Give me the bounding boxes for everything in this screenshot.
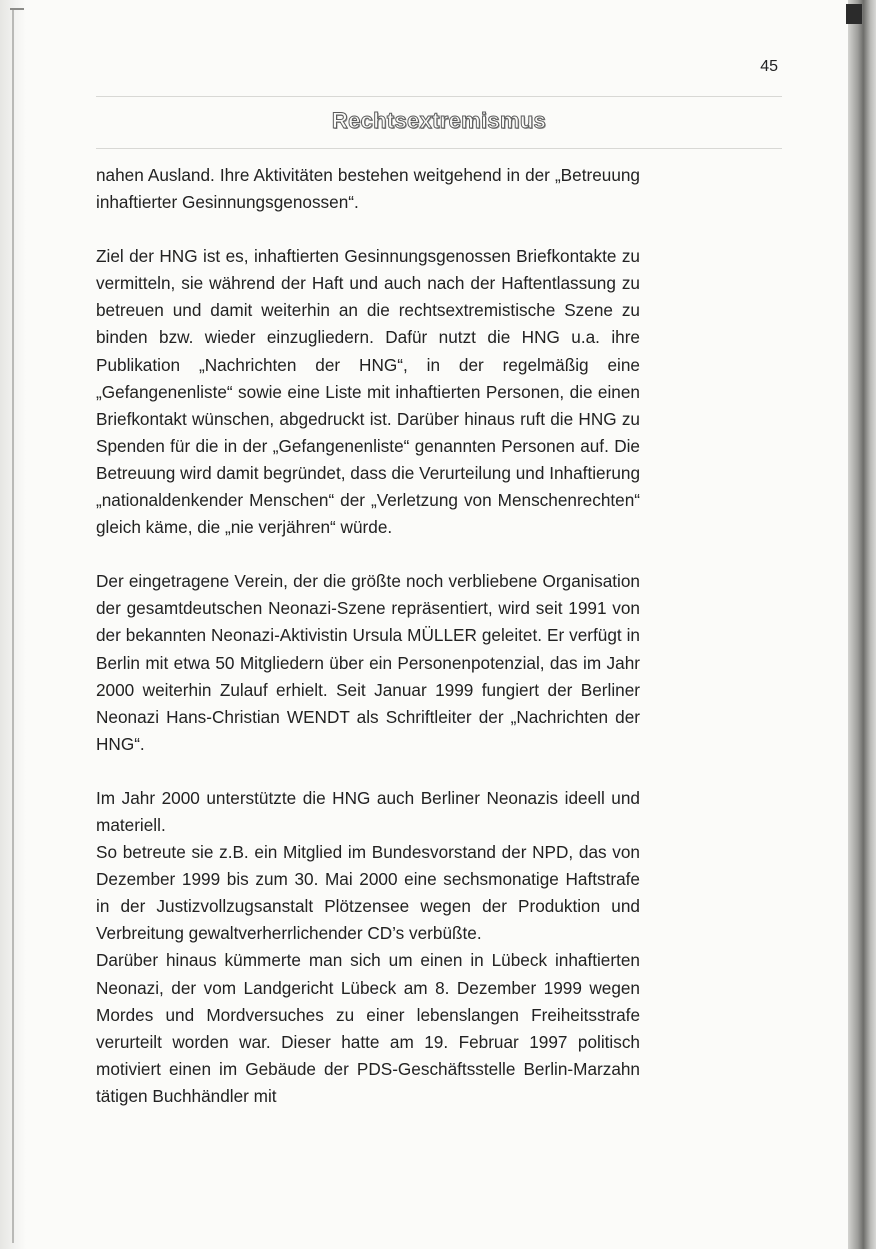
paragraph: Der eingetragene Verein, der die größte noch verbliebene Organisation der gesamtdeutschen Neonazi-Szene repräsentiert, wird seit 1991 von der bekannten Neonazi-Aktivistin Ursula MÜLLER geleitet. Er verfügt in Berlin mit etwa 50 Mitgliedern über ein Personenpotenzial, das im Jahr 2000 weiterhin Zulauf erhielt. Seit Januar 1999 fungiert der Berliner Neonazi Hans-Christian WENDT als Schriftleiter der „Nachrichten der HNG“. xyxy=(96,571,640,754)
right-binding-edge xyxy=(848,0,876,1249)
right-corner-mark xyxy=(846,4,862,24)
paragraph-spacer xyxy=(96,541,640,568)
paragraph: Im Jahr 2000 unterstützte die HNG auch Berliner Neonazis ideell und materiell. xyxy=(96,787,640,835)
paragraph: Ziel der HNG ist es, inhaftierten Gesinnungsgenossen Briefkontakte zu vermitteln, sie während der Haft und auch nach der Haftentlassung zu betreuen und damit weiterhin an die rechtsextremistische Szene zu binden bzw. wieder einzugliedern. Dafür nutzt die HNG u.a. ihre Publikation „Nachrichten der HNG“, in der regelmäßig eine „Gefangenenliste“ sowie eine Liste mit inhaftierten Personen, die einen Briefkontakt wünschen, abgedruckt ist. Darüber hinaus ruft die HNG zu Spenden für die in der „Gefangenenliste“ genannten Personen auf. Die Betreuung wird damit begründet, dass die Verurteilung und Inhaftierung „nationaldenkender Menschen“ der „Verletzung von Menschenrechten“ gleich käme, die „nie verjähren“ würde. xyxy=(96,246,640,538)
header-rule-top xyxy=(96,96,782,97)
paragraph: nahen Ausland. Ihre Aktivitäten bestehen weitgehend in der „Betreuung inhaftierter Gesinnungsgenossen“. xyxy=(96,165,640,213)
paragraph-spacer xyxy=(96,216,640,243)
left-gutter-line xyxy=(12,8,14,1243)
left-corner-mark xyxy=(10,8,24,10)
paragraph: So betreute sie z.B. ein Mitglied im Bundesvorstand der NPD, das von Dezember 1999 bis zum 30. Mai 2000 eine sechsmonatige Haftstrafe in der Justizvollzugsanstalt Plötzensee wegen der Produktion und Verbreitung gewaltverherrlichender CD’s verbüßte. xyxy=(96,842,640,944)
paragraph-spacer xyxy=(96,758,640,785)
header-rule-bottom xyxy=(96,148,782,149)
running-head: Rechtsextremismus xyxy=(331,108,547,133)
paragraph: Darüber hinaus kümmerte man sich um einen in Lübeck inhaftierten Neonazi, der vom Landgericht Lübeck am 8. Dezember 1999 wegen Mordes und Mordversuches zu einer lebenslangen Freiheitsstrafe verurteilt worden war. Dieser hatte am 19. Februar 1997 politisch motiviert einen im Gebäude der PDS-Geschäftsstelle Berlin-Marzahn tätigen Buchhändler mit xyxy=(96,950,640,1106)
body-text xyxy=(96,162,640,1110)
page-number: 45 xyxy=(760,58,778,75)
